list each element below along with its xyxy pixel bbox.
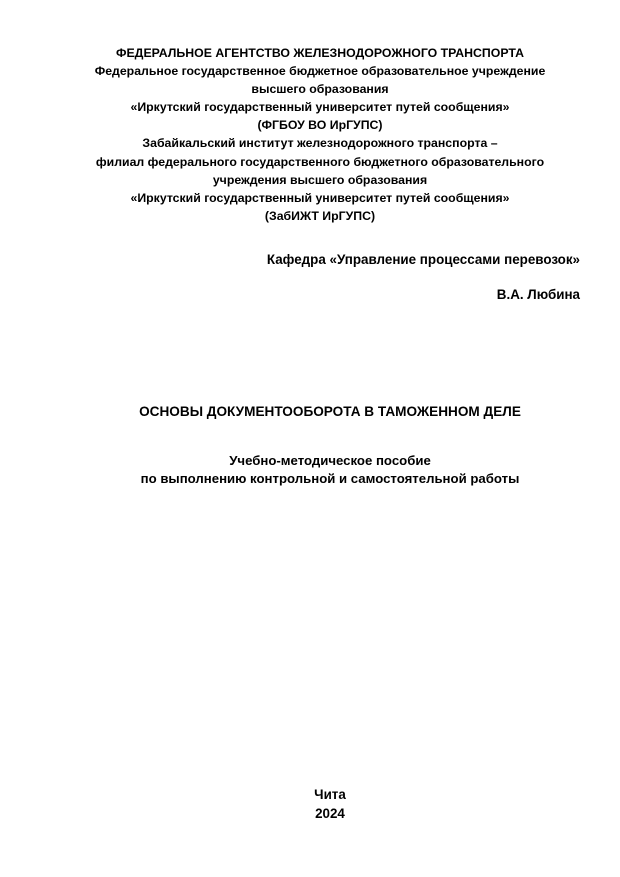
author-name: В.А. Любина xyxy=(496,287,580,302)
agency-name: ФЕДЕРАЛЬНОЕ АГЕНТСТВО ЖЕЛЕЗНОДОРОЖНОГО ТРАНСПОРТА xyxy=(115,46,524,60)
branch-university-name: «Иркутский государственный университет путей сообщения» xyxy=(130,190,510,205)
publication-year: 2024 xyxy=(315,806,345,821)
institution-header xyxy=(55,44,585,225)
document-title: ОСНОВЫ ДОКУМЕНТООБОРОТА В ТАМОЖЕННОМ ДЕЛЕ xyxy=(139,404,521,419)
institution-type-line-1: Федеральное государственное бюджетное образовательное учреждение xyxy=(94,64,546,79)
subtitle-line-1: Учебно-методическое пособие xyxy=(229,453,431,468)
institution-type-line-2: высшего образования xyxy=(251,82,389,97)
publication-info xyxy=(30,785,620,823)
branch-description-line-2: учреждения высшего образования xyxy=(212,172,428,187)
branch-abbreviation: (ЗабИЖТ ИрГУПС) xyxy=(264,208,376,223)
subtitle-line-2: по выполнению контрольной и самостоятельной работы xyxy=(140,471,520,486)
department-name: Кафедра «Управление процессами перевозок» xyxy=(266,252,580,267)
university-abbreviation: (ФГБОУ ВО ИрГУПС) xyxy=(257,118,383,133)
institute-name: Забайкальский институт железнодорожного транспорта – xyxy=(142,136,498,151)
university-name: «Иркутский государственный университет путей сообщения» xyxy=(130,100,510,115)
branch-description-line-1: филиал федерального государственного бюджетного образовательного xyxy=(95,154,545,169)
document-subtitle xyxy=(30,452,620,488)
publication-city: Чита xyxy=(314,787,346,802)
